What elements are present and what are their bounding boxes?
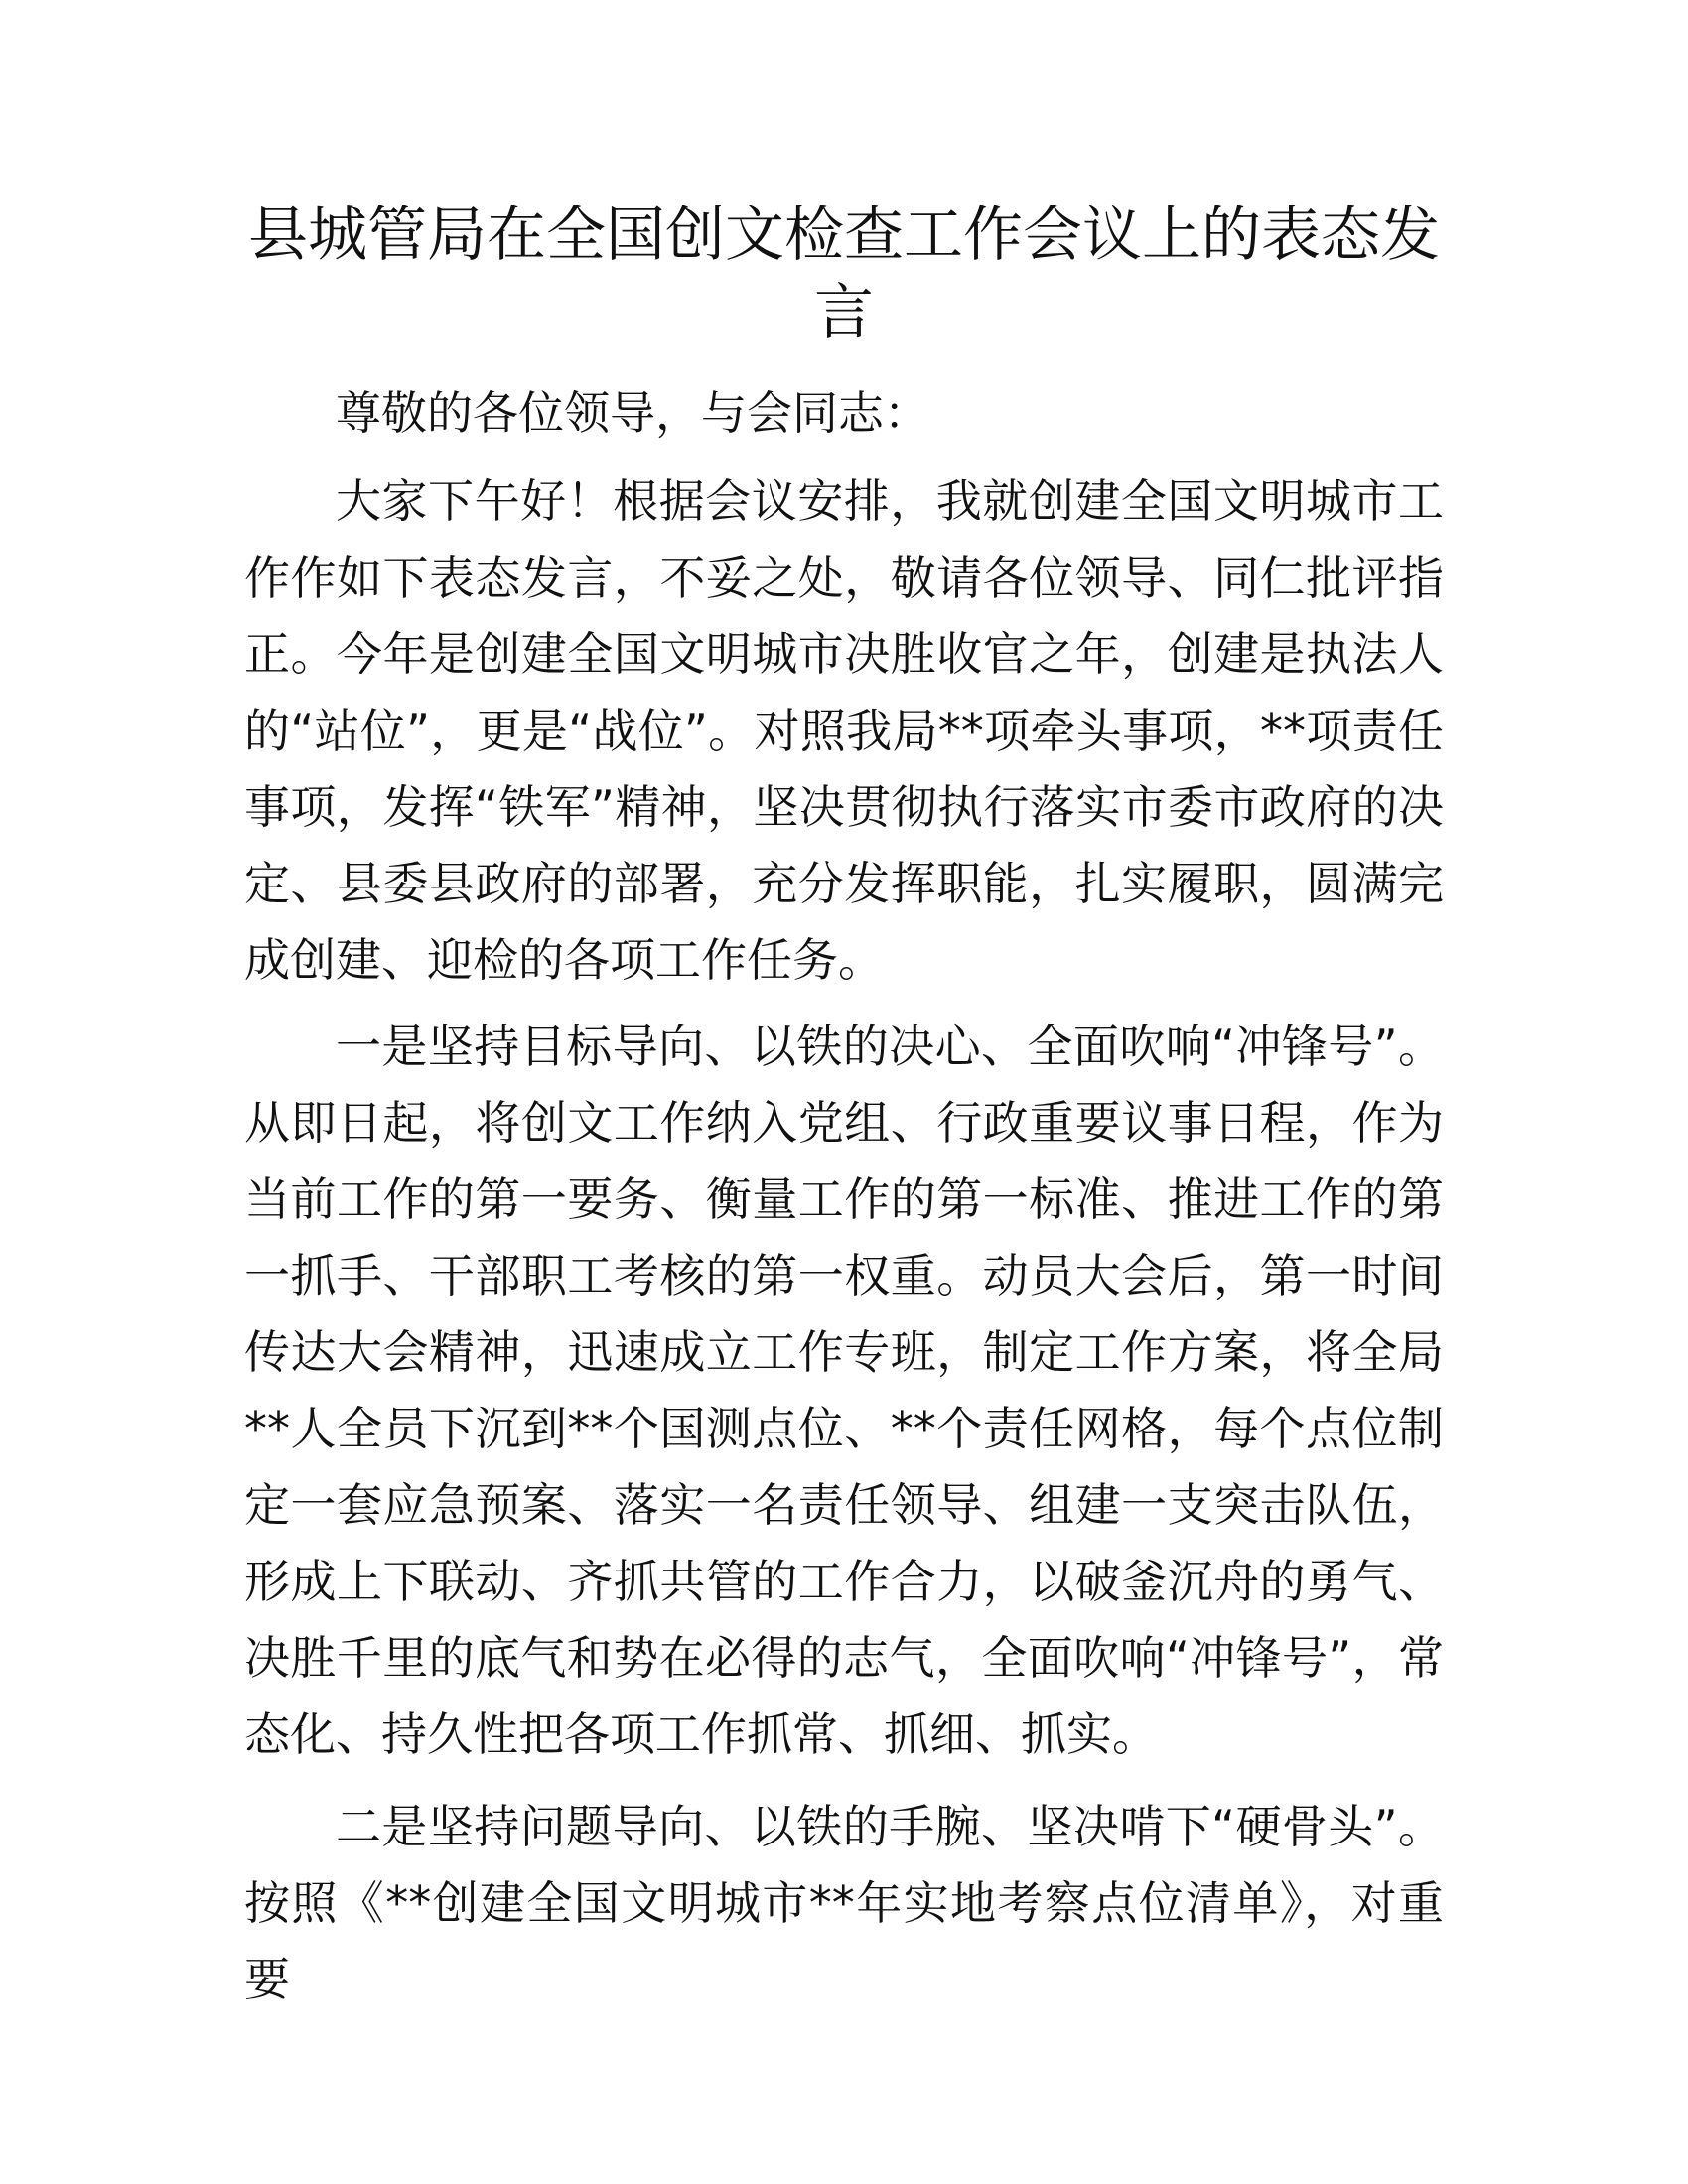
salutation: 尊敬的各位领导，与会同志： bbox=[336, 386, 929, 440]
document-title: 县城管局在全国创文检查工作会议上的表态发言 bbox=[248, 201, 1440, 347]
paragraph-point-two: 二是坚持问题导向、以铁的手腕、坚决啃下“硬骨头”。按照《**创建全国文明城市**年实地考察点位清单》，对重要 bbox=[244, 1800, 1444, 2006]
paragraph-point-one: 一是坚持目标导向、以铁的决心、全面吹响“冲锋号”。从即日起，将创文工作纳入党组、行政重要议事日程，作为当前工作的第一要务、衡量工作的第一标准、推进工作的第一抓手、干部职工考核的第一权重。动员大会后，第一时间传达大会精神，迅速成立工作专班，制定工作方案，将全局**人全员下沉到**个国测点位、**个责任网格，每个点位制定一套应急预案、落实一名责任领导、组建一支突击队伍，形成上下联动、齐抓共管的工作合力，以破釜沉舟的勇气、决胜千里的底气和势在必得的志气，全面吹响“冲锋号”，常态化、持久性把各项工作抓常、抓细、抓实。 bbox=[244, 1020, 1444, 1761]
paragraph-opening: 大家下午好！根据会议安排，我就创建全国文明城市工作作如下表态发言，不妥之处，敬请各位领导、同仁批评指正。今年是创建全国文明城市决胜收官之年，创建是执法人的“站位”，更是“战位”。对照我局**项牵头事项，**项责任事项，发挥“铁军”精神，坚决贯彻执行落实市委市政府的决定、县委县政府的部署，充分发挥职能，扎实履职，圆满完成创建、迎检的各项工作任务。 bbox=[244, 475, 1444, 987]
document-body bbox=[244, 375, 1444, 2034]
